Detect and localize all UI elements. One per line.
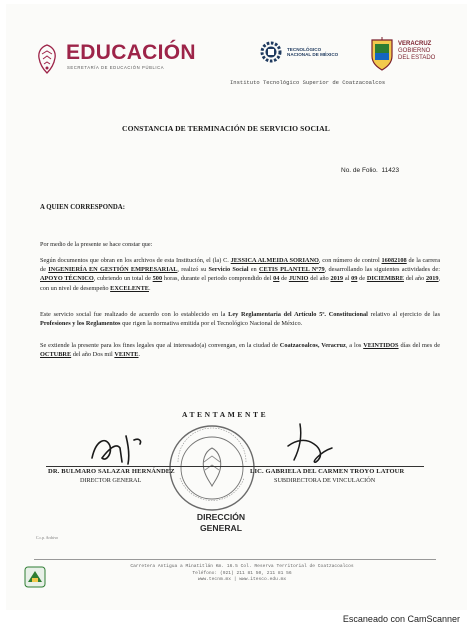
- activity-name: APOYO TÉCNICO: [40, 275, 94, 283]
- p1-text-o: .: [148, 284, 151, 292]
- closing-text: ATENTAMENTE: [182, 410, 269, 419]
- end-month: DICIEMBRE: [366, 275, 404, 283]
- official-seal-stamp-icon: [166, 422, 258, 514]
- page-title: CONSTANCIA DE TERMINACIÓN DE SERVICIO SOCIAL: [122, 124, 330, 133]
- document-page: [6, 4, 467, 610]
- p1-text-b: , con número de control: [318, 257, 380, 264]
- career-name: INGENIERÍA EN GESTIÓN EMPRESARIAL: [48, 266, 178, 274]
- end-day: 09: [351, 275, 358, 283]
- tecnm-line2: NACIONAL DE MÉXICO: [287, 52, 339, 58]
- p1-text-k: al: [344, 275, 350, 283]
- service-label: Servicio Social: [208, 266, 249, 274]
- p2-text-b: relativo al ejercicio de las: [370, 311, 441, 318]
- p2-text-c: que rigen la normativa emitida por el Tecnológico Nacional de México.: [122, 320, 303, 328]
- issuance-paragraph: [40, 341, 440, 359]
- footer-rule: [34, 559, 436, 560]
- service-place: CETIS PLANTEL Nº79: [258, 266, 325, 274]
- footer-school-logo-icon: [24, 566, 46, 588]
- intro-text: Por medio de la presente se hace constar que:: [40, 241, 153, 248]
- p1-text-i: de: [281, 275, 288, 283]
- folio-label: No. de Folio.: [341, 167, 378, 174]
- signer2-role: SUBDIRECTORA DE VINCULACIÓN: [274, 477, 376, 484]
- veracruz-line2: GOBIERNO: [398, 47, 431, 54]
- control-number: 16082108: [381, 257, 407, 264]
- copy-initials: C.c.p. Archivo: [36, 536, 59, 540]
- p1-text-c: de la carrera de: [40, 257, 440, 274]
- footer-line1: Carretera Antigua a Minatitlán Km. 16.5 Col. Reserva Territorial de Coatzacoalcos: [130, 564, 354, 569]
- p3-text-b: , a los: [345, 342, 362, 349]
- veracruz-coat-of-arms-icon: [369, 36, 395, 72]
- p3-text-d: del año Dos mil: [72, 351, 113, 359]
- tecnm-logo-text: [287, 47, 338, 58]
- tecnm-gear-logo-icon: [259, 40, 283, 64]
- certification-paragraph: [40, 256, 440, 293]
- institute-name: Instituto Tecnológico Superior de Coatzacoalcos: [230, 79, 386, 86]
- subdirector-signature-icon: [280, 418, 340, 468]
- issue-month: OCTUBRE: [40, 351, 72, 359]
- law-reference: Ley Reglamentaria del Artículo 5º. Constitucional: [228, 311, 368, 318]
- p1-text-m: del año: [405, 275, 425, 283]
- p1-text-h: horas, durante el periodo comprendido del: [163, 275, 272, 283]
- p1-text-n: , con un nivel de desempeño: [40, 275, 441, 292]
- p3-text-c: días del mes de: [400, 342, 441, 349]
- issue-year: VEINTE: [114, 351, 139, 359]
- professions-reference: Profesiones y los Reglamentos: [40, 320, 121, 328]
- p1-text-g: , cubriendo un total de: [93, 275, 151, 283]
- issue-day: VEINTIDOS: [363, 342, 399, 349]
- director-signature-icon: [86, 428, 166, 470]
- veracruz-line3: DEL ESTADO: [398, 54, 436, 61]
- start-month: JUNIO: [288, 275, 309, 283]
- footer-address: [92, 564, 392, 584]
- footer-line2: Teléfono: (921) 211 81 50, 211 81 56: [192, 570, 292, 576]
- start-year: 2019: [330, 275, 344, 283]
- p1-text-f: , desarrollando las siguientes actividades de:: [324, 266, 440, 274]
- hours-total: 500: [152, 275, 163, 283]
- p1-text-d: , realizó su: [177, 266, 207, 274]
- veracruz-logo-text: [398, 41, 435, 61]
- signer1-role: DIRECTOR GENERAL: [80, 477, 142, 484]
- p1-text-j: del año: [310, 275, 329, 283]
- footer-line3: www.tecnm.mx | www.itesco.edu.mx: [197, 577, 287, 583]
- sep-subtitle: SECRETARÍA DE EDUCACIÓN PÚBLICA: [67, 65, 165, 70]
- p3-text-a: Se extiende la presente para los fines legales que al interesado(a) convengan, en la ciudad de: [40, 342, 278, 349]
- tecnm-line1: TECNOLÓGICO: [287, 47, 322, 52]
- salutation: A QUIEN CORRESPONDA:: [40, 204, 125, 211]
- p1-text-a: Según documentos que obran en los archivos de esta Institución, el (la) C.: [40, 257, 229, 264]
- performance-level: EXCELENTE: [110, 284, 149, 292]
- p2-text-a: Este servicio social fue realizado de acuerdo con lo establecido en la: [40, 311, 226, 318]
- signer2-name: LIC. GABRIELA DEL CARMEN TROYO LATOUR: [250, 468, 405, 475]
- end-year: 2019: [425, 275, 439, 283]
- direccion-general-stamp: DIRECCIÓN GENERAL: [196, 512, 246, 533]
- folio-number: 11423: [381, 167, 400, 174]
- legal-basis-paragraph: [40, 310, 440, 328]
- p3-text-e: .: [138, 351, 141, 359]
- camscanner-watermark: Escaneado con CamScanner: [342, 614, 460, 624]
- signer1-name: DR. BULMARO SALAZAR HERNÁNDEZ: [48, 468, 175, 475]
- start-day: 04: [273, 275, 280, 283]
- issue-city: Coatzacoalcos, Veracruz: [279, 342, 346, 349]
- p1-text-e: en: [250, 266, 257, 274]
- mexico-eagle-emblem-icon: [32, 42, 62, 76]
- veracruz-line1: VERACRUZ: [398, 41, 432, 47]
- student-name: JESSICA ALMEIDA SORIANO: [230, 257, 319, 264]
- signature-rule: [46, 466, 424, 467]
- folio-line: [341, 167, 399, 174]
- p1-text-l: de: [359, 275, 366, 283]
- educacion-logo-text: EDUCACIÓN: [66, 41, 196, 64]
